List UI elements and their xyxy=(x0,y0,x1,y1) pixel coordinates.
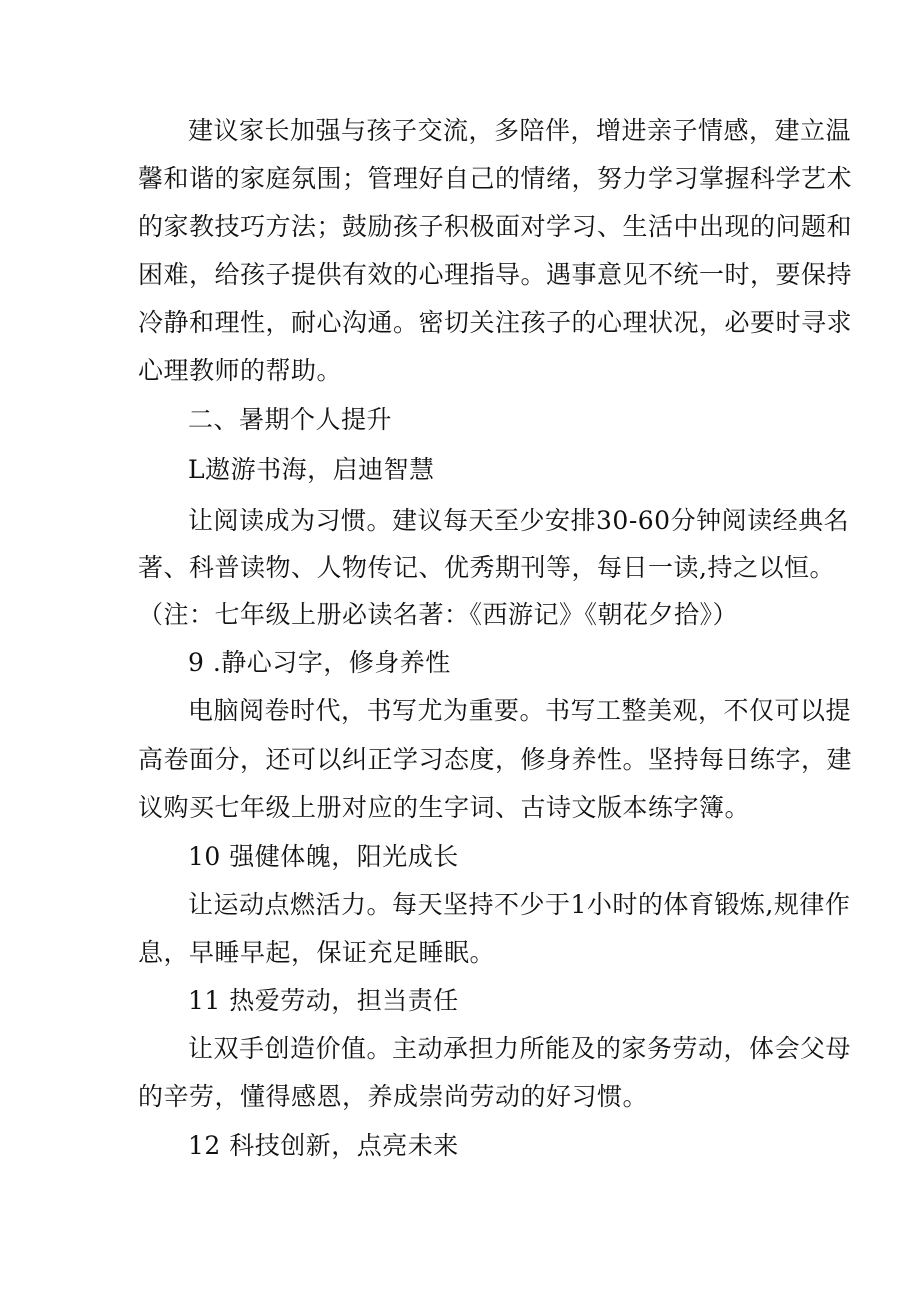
note-line: （注：七年级上册必读名著：《西游记》《朝花夕拾》） xyxy=(138,600,739,629)
subsection-heading: 9 .静心习字，修身养性 xyxy=(188,648,451,677)
paragraph-line: 让双手创造价值。主动承担力所能及的家务劳动，体会父母 xyxy=(188,1034,852,1063)
subsection-heading: 10 强健体魄，阳光成长 xyxy=(188,842,459,871)
paragraph-line: 息，早睡早起，保证充足睡眠。 xyxy=(138,938,496,967)
paragraph-line: 冷静和理性，耐心沟通。密切关注孩子的心理状况，必要时寻求 xyxy=(138,308,853,337)
subsection-heading: 11 热爱劳动，担当责任 xyxy=(188,986,459,1015)
paragraph-line: 电脑阅卷时代，书写尤为重要。书写工整美观，不仅可以提 xyxy=(188,696,852,725)
subsection-heading: L遨游书海，启迪智慧 xyxy=(188,455,435,484)
paragraph-line: 让阅读成为习惯。建议每天至少安排30-60分钟阅读经典名 xyxy=(188,506,850,535)
paragraph-line: 的家教技巧方法；鼓励孩子积极面对学习、生活中出现的问题和 xyxy=(138,212,853,241)
paragraph-line: 让运动点燃活力。每天坚持不少于1小时的体育锻炼,规律作 xyxy=(188,890,851,919)
paragraph-line: 著、科普读物、人物传记、优秀期刊等，每日一读,持之以恒。 xyxy=(138,553,835,582)
paragraph-line: 困难，给孩子提供有效的心理指导。遇事意见不统一时，要保持 xyxy=(138,260,853,289)
paragraph-line: 心理教师的帮助。 xyxy=(138,356,343,385)
subsection-heading: 12 科技创新，点亮未来 xyxy=(188,1131,459,1160)
paragraph-line: 议购买七年级上册对应的生字词、古诗文版本练字簿。 xyxy=(138,793,751,822)
paragraph-line: 的辛劳，懂得感恩，养成崇尚劳动的好习惯。 xyxy=(138,1082,649,1111)
paragraph-line: 高卷面分，还可以纠正学习态度，修身养性。坚持每日练字，建 xyxy=(138,745,853,774)
paragraph-line: 馨和谐的家庭氛围；管理好自己的情绪，努力学习掌握科学艺术 xyxy=(138,164,853,193)
section-heading: 二、暑期个人提升 xyxy=(188,405,393,434)
paragraph-line: 建议家长加强与孩子交流，多陪伴，增进亲子情感，建立温 xyxy=(188,116,852,145)
